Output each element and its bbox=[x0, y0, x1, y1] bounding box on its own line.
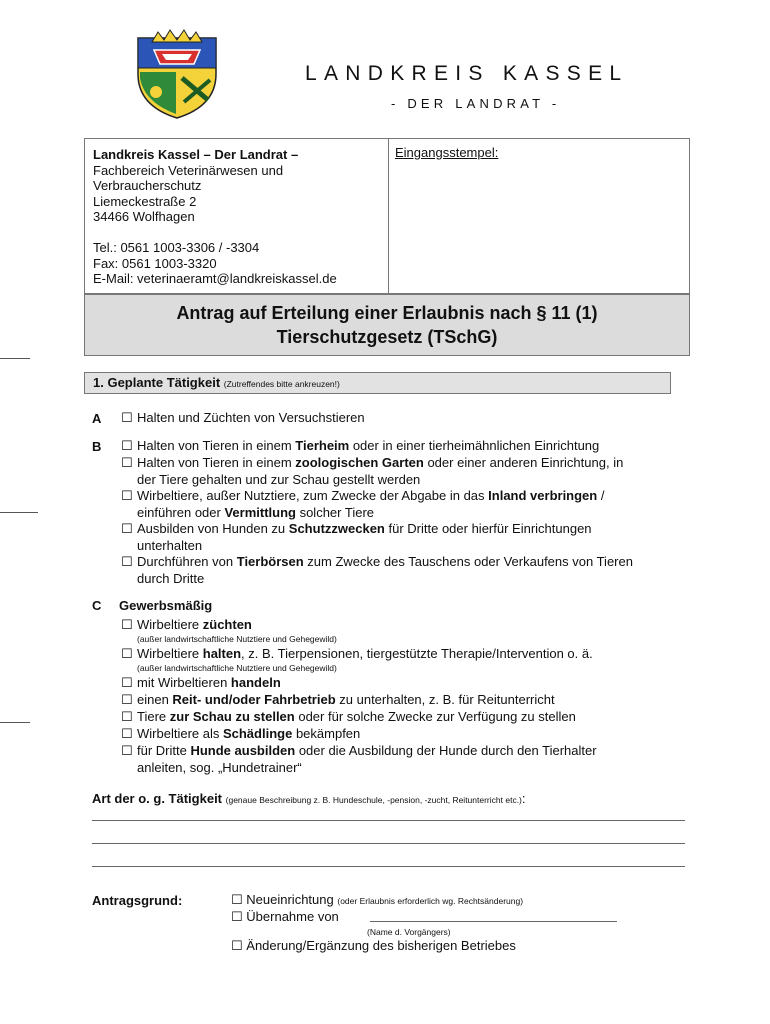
form-title-line-1: Antrag auf Erteilung einer Erlaubnis nach § 11 (1) bbox=[176, 303, 598, 323]
section-1-title: 1. Geplante Tätigkeit bbox=[93, 375, 221, 390]
option-a-1[interactable]: ☐ Halten und Züchten von Versuchstieren bbox=[121, 410, 365, 425]
address-line-5: 34466 Wolfhagen bbox=[93, 209, 195, 225]
option-b-1[interactable]: ☐ Halten von Tieren in einem Tierheim oder in einer tierheimähnlichen Einrichtung bbox=[121, 438, 600, 453]
option-c-1[interactable]: ☐ Wirbeltiere züchten bbox=[121, 617, 252, 632]
address-line-2: Fachbereich Veterinärwesen und bbox=[93, 162, 284, 178]
checkbox[interactable]: ☐ bbox=[121, 675, 133, 690]
activity-description-line-2[interactable] bbox=[92, 843, 685, 844]
option-b-2[interactable]: ☐ Halten von Tieren in einem zoologischen Garten oder einer anderen Einrichtung, in der Tiere gehalten und zur Schau gestellt werden bbox=[121, 455, 624, 487]
form-title-box bbox=[84, 294, 690, 356]
section-1-header bbox=[84, 372, 671, 394]
checkbox[interactable]: ☐ bbox=[121, 521, 133, 536]
checkbox[interactable]: ☐ bbox=[121, 709, 133, 724]
address-fax: Fax: 0561 1003-3320 bbox=[93, 255, 217, 271]
address-email: E-Mail: veterinaeramt@landkreiskassel.de bbox=[93, 271, 337, 287]
checkbox[interactable]: ☐ bbox=[121, 410, 133, 425]
option-b-3[interactable]: ☐ Wirbeltiere, außer Nutztiere, zum Zwecke der Abgabe in das Inland verbringen / einführen oder Vermittlung solcher Tiere bbox=[121, 488, 605, 520]
fold-mark bbox=[0, 722, 30, 723]
stamp-label: Eingangsstempel: bbox=[395, 145, 499, 160]
application-reason-label: Antragsgrund: bbox=[92, 893, 183, 908]
checkbox[interactable]: ☐ bbox=[231, 909, 243, 924]
sender-address bbox=[93, 147, 385, 287]
hole-mark bbox=[0, 512, 38, 513]
address-divider bbox=[388, 139, 389, 293]
form-title-line-2: Tierschutzgesetz (TSchG) bbox=[276, 327, 498, 347]
fold-mark bbox=[0, 358, 30, 359]
section-1-hint: (Zutreffendes bitte ankreuzen!) bbox=[223, 379, 340, 389]
address-box bbox=[84, 138, 690, 294]
option-c-2-note: (außer landwirtschaftliche Nutztiere und Gehegewild) bbox=[137, 663, 337, 673]
predecessor-name-note: (Name d. Vorgängers) bbox=[367, 927, 451, 937]
address-line-3: Verbraucherschutz bbox=[93, 178, 202, 194]
checkbox[interactable]: ☐ bbox=[121, 726, 133, 741]
option-c-1-note: (außer landwirtschaftliche Nutztiere und Gehegewild) bbox=[137, 634, 337, 644]
checkbox[interactable]: ☐ bbox=[121, 646, 133, 661]
address-line-4: Liemeckestraße 2 bbox=[93, 193, 197, 209]
checkbox[interactable]: ☐ bbox=[121, 743, 133, 758]
option-c-3[interactable]: ☐ mit Wirbeltieren handeln bbox=[121, 675, 281, 690]
reason-change[interactable]: ☐ Änderung/Ergänzung des bisherigen Betriebes bbox=[231, 938, 516, 953]
reason-takeover[interactable]: ☐ Übernahme von bbox=[231, 909, 339, 924]
option-c-5[interactable]: ☐ Tiere zur Schau zu stellen oder für solche Zwecke zur Verfügung zu stellen bbox=[121, 709, 576, 724]
option-c-6[interactable]: ☐ Wirbeltiere als Schädlinge bekämpfen bbox=[121, 726, 361, 741]
checkbox[interactable]: ☐ bbox=[121, 438, 133, 453]
option-b-5[interactable]: ☐ Durchführen von Tierbörsen zum Zwecke des Tauschens oder Verkaufens von Tieren durch Dritte bbox=[121, 554, 633, 586]
checkbox[interactable]: ☐ bbox=[121, 554, 133, 569]
group-c-label: Gewerbsmäßig bbox=[119, 598, 213, 613]
checkbox[interactable]: ☐ bbox=[231, 892, 243, 907]
option-c-4[interactable]: ☐ einen Reit- und/oder Fahrbetrieb zu unterhalten, z. B. für Reitunterricht bbox=[121, 692, 555, 707]
group-c-letter: C bbox=[92, 598, 102, 613]
address-line-1: Landkreis Kassel – Der Landrat – bbox=[93, 147, 299, 162]
coat-of-arms-logo bbox=[132, 28, 222, 120]
option-c-2[interactable]: ☐ Wirbeltiere halten, z. B. Tierpensionen, tiergestützte Therapie/Intervention o. ä. bbox=[121, 646, 593, 661]
address-tel: Tel.: 0561 1003-3306 / -3304 bbox=[93, 239, 260, 255]
activity-type-label: Art der o. g. Tätigkeit (genaue Beschreibung z. B. Hundeschule, -pension, -zucht, Reitunterricht etc.): bbox=[92, 791, 526, 806]
checkbox[interactable]: ☐ bbox=[121, 455, 133, 470]
option-b-4[interactable]: ☐ Ausbilden von Hunden zu Schutzzwecken für Dritte oder hierfür Einrichtungen unterhalten bbox=[121, 521, 592, 553]
activity-description-line-3[interactable] bbox=[92, 866, 685, 867]
header-subtitle: - DER LANDRAT - bbox=[391, 96, 561, 111]
checkbox[interactable]: ☐ bbox=[231, 938, 243, 953]
checkbox[interactable]: ☐ bbox=[121, 488, 133, 503]
checkbox[interactable]: ☐ bbox=[121, 617, 133, 632]
reason-new-establishment[interactable]: ☐ Neueinrichtung (oder Erlaubnis erforderlich wg. Rechtsänderung) bbox=[231, 892, 524, 907]
activity-description-line-1[interactable] bbox=[92, 820, 685, 821]
checkbox[interactable]: ☐ bbox=[121, 692, 133, 707]
option-c-7[interactable]: ☐ für Dritte Hunde ausbilden oder die Ausbildung der Hunde durch den Tierhalter anleiten, sog. „Hundetrainer“ bbox=[121, 743, 597, 775]
group-a-letter: A bbox=[92, 411, 102, 426]
group-b-letter: B bbox=[92, 439, 102, 454]
predecessor-name-field[interactable] bbox=[370, 921, 617, 922]
header-title: LANDKREIS KASSEL bbox=[305, 62, 629, 85]
